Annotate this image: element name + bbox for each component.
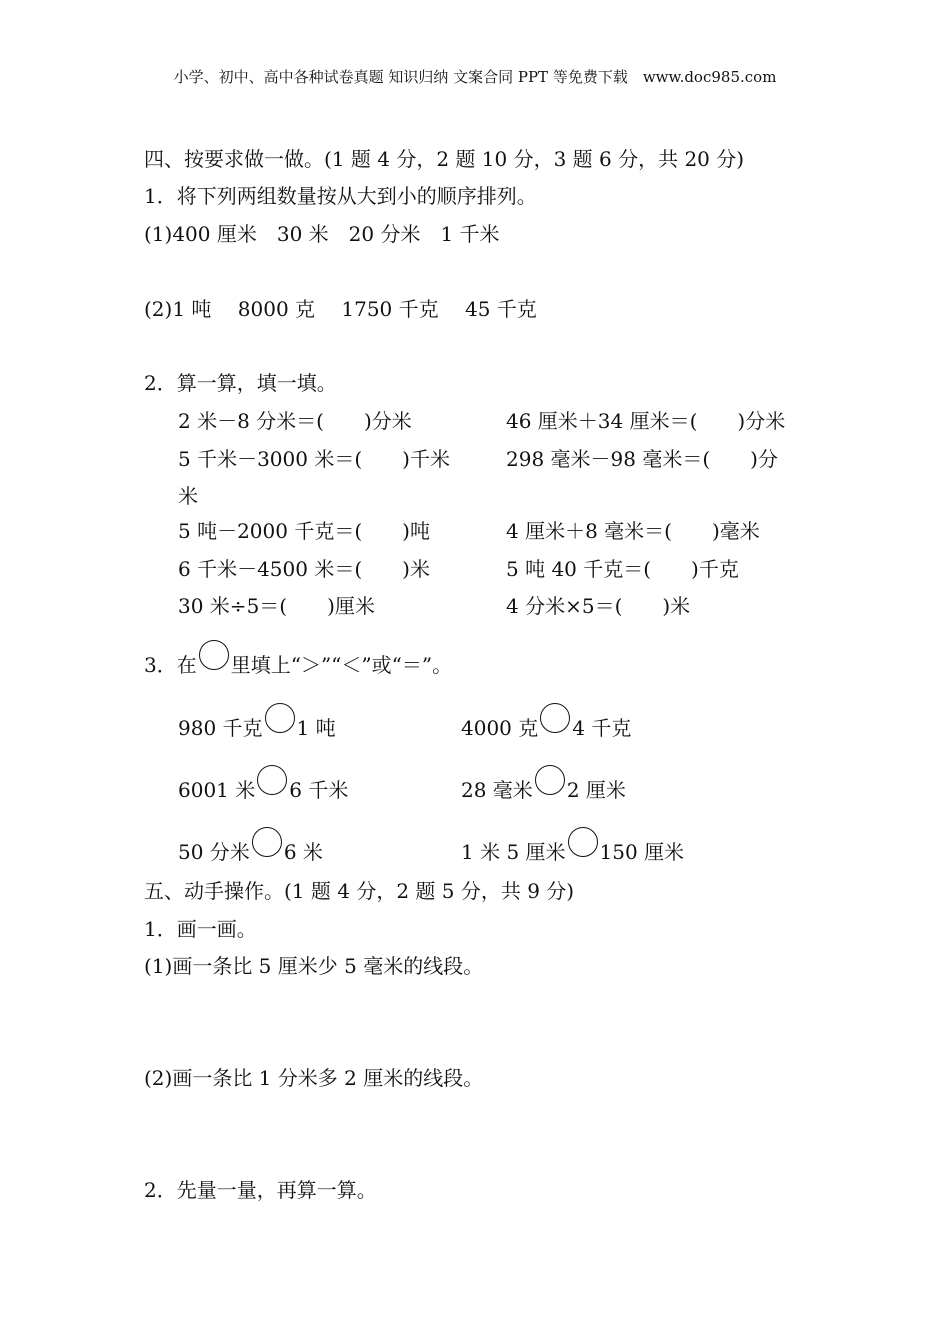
q2-expression: 6 千米－4500 米＝( )米: [178, 557, 430, 581]
compare-item: [178, 765, 348, 803]
compare-item: [461, 765, 626, 803]
compare-item: [178, 827, 323, 865]
compare-item: [178, 703, 336, 741]
compare-circle-icon: [199, 640, 229, 670]
q3-title: [144, 640, 452, 678]
section4-title: 四、按要求做一做。(1 题 4 分，2 题 10 分，3 题 6 分，共 20 分): [144, 147, 745, 171]
q2-expression: 4 分米×5＝( )米: [506, 594, 691, 618]
answer-circle[interactable]: [257, 765, 287, 795]
compare-right: 6 米: [283, 840, 323, 864]
compare-right: 2 厘米: [566, 778, 626, 802]
compare-left: 4000 克: [461, 716, 539, 740]
s5-q1-item-2: (2)画一条比 1 分米多 2 厘米的线段。: [144, 1066, 484, 1090]
q3-title-prefix: 3．在: [144, 653, 197, 677]
answer-circle[interactable]: [540, 703, 570, 733]
q1-item-2: (2)1 吨 8000 克 1750 千克 45 千克: [144, 297, 537, 321]
q1-title: 1．将下列两组数量按从大到小的顺序排列。: [144, 184, 537, 208]
q2-expression: 298 毫米－98 毫米＝( )分: [506, 447, 778, 471]
section5-title: 五、动手操作。(1 题 4 分，2 题 5 分，共 9 分): [144, 879, 575, 903]
compare-left: 28 毫米: [461, 778, 533, 802]
compare-right: 4 千克: [572, 716, 632, 740]
compare-left: 50 分米: [178, 840, 250, 864]
q2-expression: 5 吨 40 千克＝( )千克: [506, 557, 739, 581]
compare-left: 6001 米: [178, 778, 256, 802]
q2-expression: 5 吨－2000 千克＝( )吨: [178, 519, 430, 543]
compare-left: 980 千克: [178, 716, 263, 740]
compare-right: 150 厘米: [599, 840, 685, 864]
q2-expression: 4 厘米＋8 毫米＝( )毫米: [506, 519, 760, 543]
q2-expression: 2 米－8 分米＝( )分米: [178, 409, 412, 433]
compare-item: [461, 827, 684, 865]
answer-circle[interactable]: [568, 827, 598, 857]
q2-expression: 30 米÷5＝( )厘米: [178, 594, 375, 618]
compare-right: 6 千米: [289, 778, 349, 802]
q3-title-suffix: 里填上“＞”“＜”或“＝”。: [230, 653, 453, 677]
q2-title: 2．算一算，填一填。: [144, 371, 337, 395]
q1-item-1: (1)400 厘米 30 米 20 分米 1 千米: [144, 222, 500, 246]
answer-circle[interactable]: [265, 703, 295, 733]
answer-circle[interactable]: [252, 827, 282, 857]
s5-q1-title: 1．画一画。: [144, 917, 257, 941]
q2-expression-wrap: 米: [178, 484, 198, 508]
answer-circle[interactable]: [535, 765, 565, 795]
compare-right: 1 吨: [296, 716, 336, 740]
compare-item: [461, 703, 631, 741]
page-header: 小学、初中、高中各种试卷真题 知识归纳 文案合同 PPT 等免费下载 www.doc985.com: [173, 68, 777, 86]
q2-expression: 5 千米－3000 米＝( )千米: [178, 447, 450, 471]
compare-left: 1 米 5 厘米: [461, 840, 566, 864]
s5-q1-item-1: (1)画一条比 5 厘米少 5 毫米的线段。: [144, 954, 484, 978]
s5-q2-title: 2．先量一量，再算一算。: [144, 1178, 377, 1202]
q2-expression: 46 厘米＋34 厘米＝( )分米: [506, 409, 786, 433]
